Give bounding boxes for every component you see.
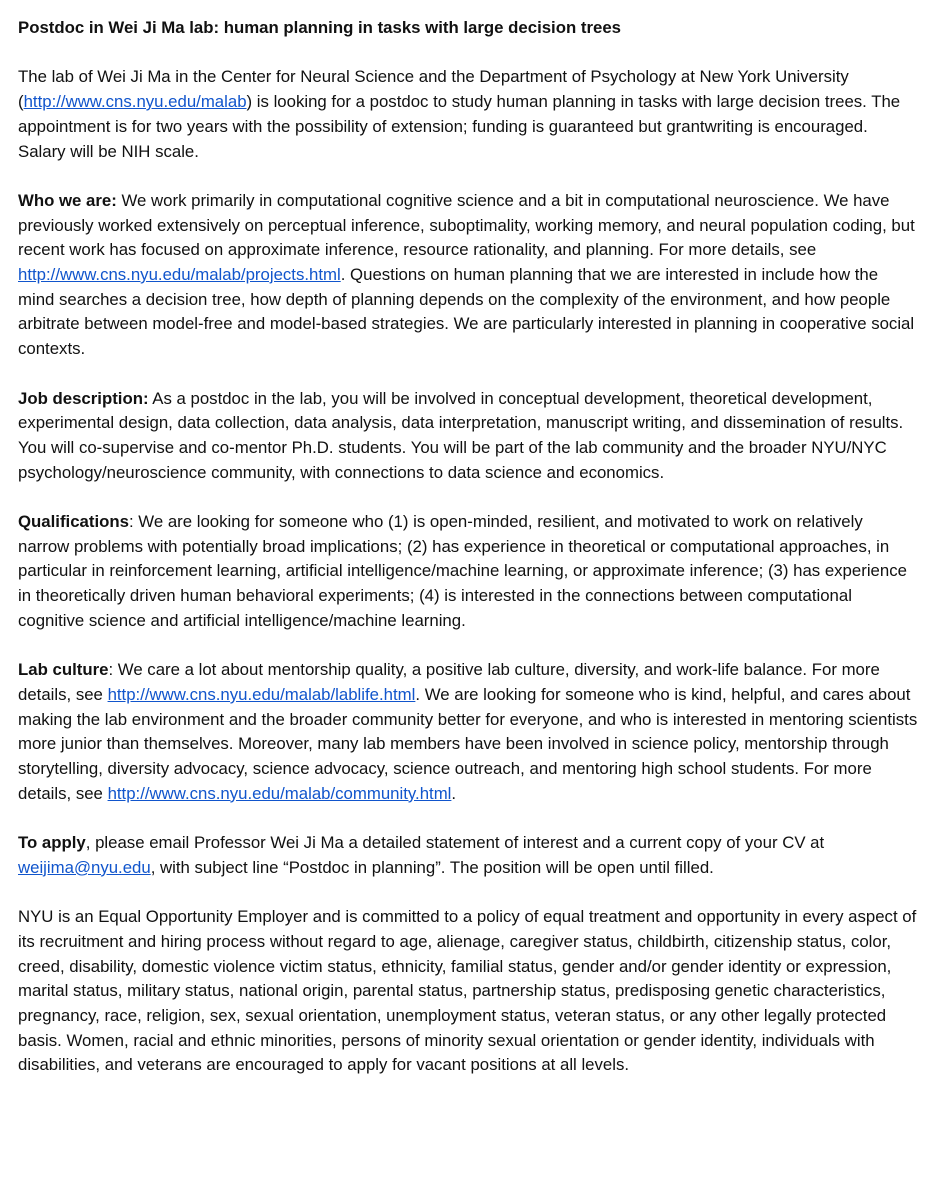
- lablife-link[interactable]: http://www.cns.nyu.edu/malab/lablife.html: [107, 684, 416, 704]
- who-we-are-paragraph: [18, 189, 918, 362]
- job-description-heading: Job description:: [18, 388, 149, 408]
- lab-culture-text: : We care a lot about mentorship quality, a positive lab culture, diversity, and work-life balance. For more details, see: [18, 660, 880, 704]
- lab-culture-text-end: .: [451, 783, 457, 803]
- to-apply-paragraph: [18, 831, 918, 880]
- intro-paragraph: [18, 65, 918, 164]
- lab-culture-heading: Lab culture: [18, 660, 109, 680]
- email-link[interactable]: weijima@nyu.edu: [18, 857, 151, 877]
- to-apply-heading: To apply: [18, 833, 86, 853]
- to-apply-text-continued: , with subject line “Postdoc in planning”. The position will be open until filled.: [150, 857, 714, 877]
- qualifications-text: : We are looking for someone who (1) is open-minded, resilient, and motivated to work on relatively narrow problems with potentially broad implications; (2) has experience in theoretical or computational approaches, in particular in reinforcement learning, artificial intelligence/machine learning, or approximate inference; (3) has experience in theoretically driven human behavioral experiments; (4) is interested in the connections between computational cognitive science and artificial intelligence/machine learning.: [18, 512, 907, 630]
- intro-text-continued: ) is looking for a postdoc to study human planning in tasks with large decision trees. The appointment is for two years with the possibility of extension; funding is guaranteed but grantwriting is encouraged. Salary will be NIH scale.: [18, 92, 901, 161]
- lab-culture-paragraph: [18, 658, 918, 806]
- job-description-paragraph: [18, 387, 918, 486]
- projects-link[interactable]: http://www.cns.nyu.edu/malab/projects.html: [18, 265, 341, 284]
- lab-culture-text-continued: . We are looking for someone who is kind, helpful, and cares about making the lab environment and the broader community better for everyone, and who is interested in mentoring scientists more junior than themselves. Moreover, many lab members have been involved in science policy, mentorship through storytelling, diversity advocacy, science advocacy, science outreach, and mentoring high school students. For more details, see: [18, 684, 918, 803]
- who-we-are-heading: Who we are:: [18, 190, 117, 210]
- posting-title: Postdoc in Wei Ji Ma lab: human planning in tasks with large decision trees: [18, 18, 622, 37]
- who-we-are-text-continued: . Questions on human planning that we are interested in include how the mind searches a decision tree, how depth of planning depends on the complexity of the environment, and how people arbitrate between model-free and model-based strategies. We are particularly interested in planning in cooperative social contexts.: [18, 265, 915, 359]
- qualifications-heading: Qualifications: [18, 512, 129, 531]
- to-apply-text: , please email Professor Wei Ji Ma a detailed statement of interest and a current copy of your CV at: [85, 833, 825, 853]
- community-link[interactable]: http://www.cns.nyu.edu/malab/community.html: [107, 783, 452, 803]
- qualifications-paragraph: [18, 510, 918, 634]
- intro-text: The lab of Wei Ji Ma in the Center for Neural Science and the Department of Psychology at New York University (: [18, 67, 849, 112]
- lab-website-link[interactable]: http://www.cns.nyu.edu/malab: [23, 92, 247, 112]
- who-we-are-text: We work primarily in computational cognitive science and a bit in computational neuroscience. We have previously worked extensively on perceptual inference, suboptimality, working memory, and neural population coding, but recent work has focused on approximate inference, resource rationality, and planning. For more details, see: [18, 190, 915, 260]
- eeo-paragraph: NYU is an Equal Opportunity Employer and is committed to a policy of equal treatment and opportunity in every aspect of its recruitment and hiring process without regard to age, alienage, caregiver status, childbirth, citizenship status, color, creed, disability, domestic violence victim status, ethnicity, familial status, gender and/or gender identity or expression, marital status, military status, national origin, parental status, partnership status, predisposing genetic characteristics, pregnancy, race, religion, sex, sexual orientation, unemployment status, veteran status, or any other legally protected basis. Women, racial and ethnic minorities, persons of minority sexual orientation or gender identity, individuals with disabilities, and veterans are encouraged to apply for vacant positions at all levels.: [18, 907, 917, 1075]
- job-description-text: As a postdoc in the lab, you will be involved in conceptual development, theoretical development, experimental design, data collection, data analysis, data interpretation, manuscript writing, and dissemination of results. You will co-supervise and co-mentor Ph.D. students. You will be part of the lab community and the broader NYU/NYC psychology/neuroscience community, with connections to data science and economics.: [18, 388, 904, 482]
